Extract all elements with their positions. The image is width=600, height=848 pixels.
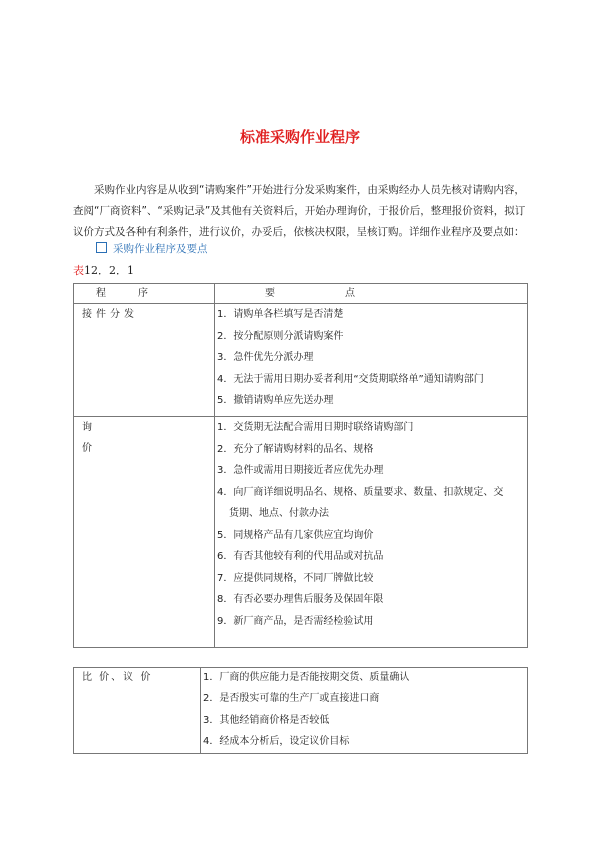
points-cell [201, 668, 528, 754]
header-step: 程 序 [74, 284, 215, 304]
point-item: 2．是否殷实可靠的生产厂或直接进口商 [203, 693, 380, 704]
table-header-row [74, 284, 528, 304]
point-item: 9．新厂商产品，是否需经检验试用 [217, 615, 374, 627]
procedure-table-2 [73, 667, 528, 754]
table-row [74, 668, 528, 754]
point-item: 8．有否必要办理售后服务及保固年限 [217, 594, 384, 605]
points-cell [215, 304, 528, 417]
point-item: 4．经成本分析后，设定议价目标 [203, 736, 350, 747]
page-title: 标准采购作业程序 [239, 128, 360, 146]
step-cell: 比 价、议 价 [74, 668, 201, 754]
header-points: 要 点 [215, 284, 528, 304]
subheading [96, 241, 208, 256]
point-item: 3．急件优先分派办理 [217, 352, 314, 363]
point-item: 1．请购单各栏填写是否清楚 [217, 309, 344, 320]
point-item: 1．厂商的供应能力是否能按期交货、质量确认 [203, 672, 410, 683]
point-item: 2．按分配原则分派请购案件 [217, 330, 344, 342]
point-item: 4．无法于需用日期办妥者利用“交货期联络单”通知请购部门 [217, 373, 484, 385]
table-row [74, 304, 528, 417]
step-cell [74, 417, 215, 648]
point-item: 3．其他经销商价格是否较低 [203, 714, 330, 726]
point-item-continuation: 货期、地点、付款办法 [229, 508, 329, 519]
point-item: 7．应提供同规格，不同厂牌做比较 [217, 572, 374, 584]
procedure-table-1 [73, 283, 528, 648]
point-item: 1．交货期无法配合需用日期时联络请购部门 [217, 422, 414, 433]
table-label-number: 12．2．1 [84, 264, 134, 277]
points-cell [215, 417, 528, 648]
point-item: 6．有否其他较有利的代用品或对抗品 [217, 551, 384, 562]
step-text: 询 价 [82, 422, 162, 454]
point-item: 2．充分了解请购材料的品名、规格 [217, 443, 374, 455]
table-label-prefix: 表 [73, 264, 84, 277]
table-label [73, 262, 134, 278]
subheading-text: 采购作业程序及要点 [113, 243, 208, 255]
intro-paragraph: 采购作业内容是从收到“请购案件”开始进行分发采购案件，由采购经办人员先核对请购内容，查阅“厂商资料”、“采购记录”及其他有关资料后，开始办理询价，于报价后，整理报价资料，拟订议价方式及各种有利条件，进行议价，办妥后，依核决权限，呈核订购。详细作业程序及要点如： [73, 184, 526, 238]
step-label [82, 417, 162, 459]
step-cell: 接件分发 [74, 304, 215, 417]
point-item: 3．急件或需用日期接近者应优先办理 [217, 465, 384, 476]
checkbox-square-icon [96, 242, 107, 253]
point-item: 5．同规格产品有几家供应宜均询价 [217, 529, 374, 541]
table-row [74, 417, 528, 648]
point-item: 5．撤销请购单应先送办理 [217, 395, 334, 406]
point-item: 4．向厂商详细说明品名、规格、质量要求、数量、扣款规定、交 [217, 486, 504, 498]
